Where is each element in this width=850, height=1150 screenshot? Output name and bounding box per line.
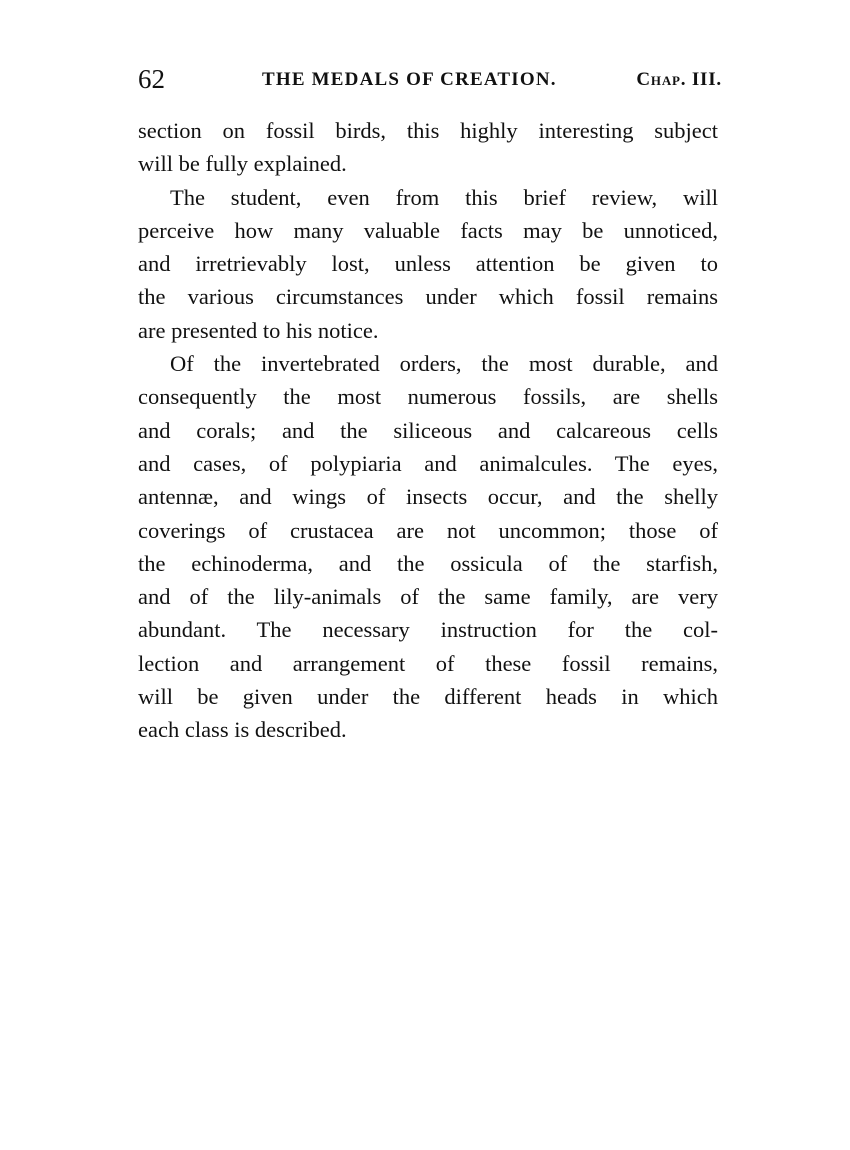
text-line: perceive how many valuable facts may be unnoticed, bbox=[138, 217, 718, 243]
text-line: Of the invertebrated orders, the most durable, and bbox=[170, 351, 718, 377]
running-title: THE MEDALS OF CREATION. bbox=[262, 69, 557, 90]
text-line: each class is described. bbox=[138, 717, 347, 743]
text-line: and irretrievably lost, unless attention be given to bbox=[138, 251, 718, 277]
running-head bbox=[138, 62, 722, 96]
text-line: lection and arrangement of these fossil remains, bbox=[138, 650, 718, 676]
text-line: section on fossil birds, this highly interesting subject bbox=[138, 118, 718, 143]
text-line: will be given under the different heads in which bbox=[138, 684, 718, 710]
paragraph-1 bbox=[138, 114, 718, 181]
text-line: The student, even from this brief review, will bbox=[170, 184, 718, 210]
body-text bbox=[138, 114, 718, 747]
text-line: the echinoderma, and the ossicula of the starfish, bbox=[138, 550, 718, 576]
text-line: abundant. The necessary instruction for the col- bbox=[138, 617, 718, 643]
text-line: consequently the most numerous fossils, are shells bbox=[138, 384, 718, 410]
text-line: the various circumstances under which fossil remains bbox=[138, 284, 718, 310]
page-number: 62 bbox=[138, 64, 165, 94]
text-line: will be fully explained. bbox=[138, 151, 347, 177]
text-line: and cases, of polypiaria and animalcules. The eyes, bbox=[138, 450, 718, 476]
text-line: coverings of crustacea are not uncommon; those of bbox=[138, 517, 718, 543]
text-line: are presented to his notice. bbox=[138, 317, 379, 343]
chapter-label: Chap. III. bbox=[636, 69, 722, 90]
paragraph-2 bbox=[138, 181, 718, 347]
paragraph-3 bbox=[138, 347, 718, 747]
text-line: and of the lily-animals of the same family, are very bbox=[138, 584, 718, 610]
text-line: antennæ, and wings of insects occur, and the shelly bbox=[138, 484, 718, 510]
text-line: and corals; and the siliceous and calcareous cells bbox=[138, 417, 718, 443]
